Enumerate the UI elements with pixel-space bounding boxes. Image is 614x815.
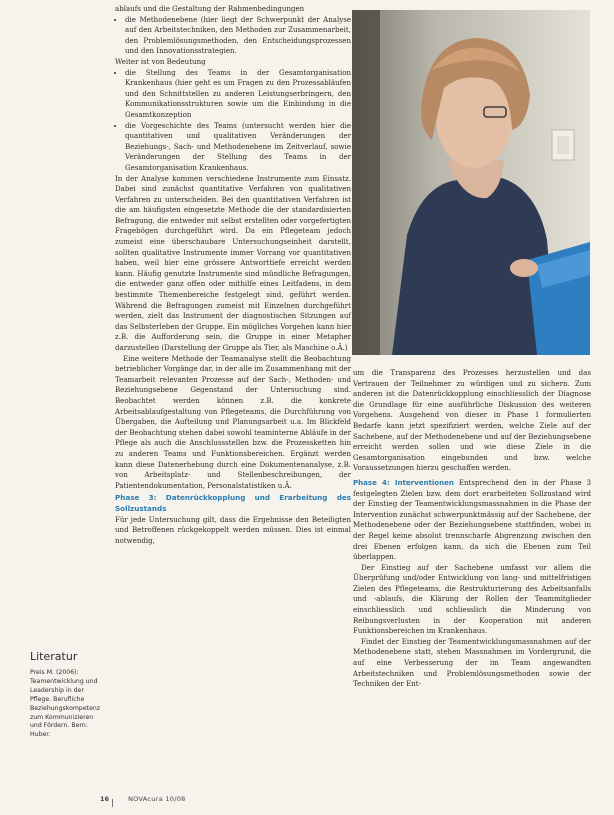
paragraph: Eine weitere Methode der Teamanalyse stellt die Beobachtung betrieblicher Vorgänge dar, in der alle im Zusammenhang mit der Teamarbeit relevanten Prozesse auf der Sach-, Methoden- und Beziehungsebene Gegenstand der Untersuchung sind. Beobachtet werden können z.B. die konkrete Arbeitsablaufgestaltung von Pflegeteams, die Durchführung von Übergaben, die Aufteilung und Planungsarbeit u.a. Im Blickfeld der Beobachtung stehen dabei sowohl teaminterne Abläufe in der Pflege als auch die Anschlussstellen bzw. die Prozessketten hin zu anderen Teams und Funktionsbereichen. Ergänzt werden kann diese Datenerhebung durch eine Dokumentenanalyse, z.B. von Arbeitsplatz- und Stellenbeschreibungen, der Patientendokumentation, Personalstatistiken u.Ä.	[115, 353, 351, 490]
paragraph	[353, 478, 591, 563]
bullet-list	[115, 68, 351, 174]
section-heading: Phase 3: Datenrückkopplung und Erarbeitung des Sollzustands	[115, 493, 351, 513]
literature-reference: Preis M. (2006): Teamentwicklung und Leadership in der Pflege. Berufliche Beziehungskompetenz zum Kommunizieren und Fördern. Bern: Huber.	[30, 669, 101, 739]
paragraph: ablaufs und die Gestaltung der Rahmenbedingungen	[115, 4, 305, 13]
paragraph: Findet der Einstieg der Teamentwicklungsmassnahmen auf der Methodenebene statt, stehen Massnahmen im Vordergrund, die auf eine Verbesserung der im Team angewandten Arbeitstechniken und Problemlösungsmethoden sowie der Techniken der Ent-	[353, 636, 591, 689]
paragraph: Weiter ist von Bedeutung	[115, 56, 206, 66]
article-photo	[352, 10, 590, 355]
article-column-right	[353, 368, 591, 690]
bullet-item: • die Methodenebene (hier liegt der Schwerpunkt der Analyse auf den Arbeitstechniken, den Methoden zur Zusammenarbeit, den Problemlösungsmethoden, den Entscheidungsprozessen und den Innovationsstrategien.	[125, 15, 351, 57]
paragraph: um die Transparenz des Prozesses herzustellen und das Vertrauen der Teilnehmer zu würdigen und zu sichern. Zum anderen ist die Datenrückkopplung einschliesslich der Diagnose die Grundlage für eine ausführliche Diskussion des weiteren Vorgehens. Ausgehend von dieser in Phase 1 formulierten Bedarfe kann jetzt spezifiziert werden, welche Ziele auf der Sachebene, auf der Methodenebene und auf der Beziehungsebene erreicht werden sollen und wie diese Ziele in die Gesamtorganisation eingebunden und bzw. welche Voraussetzungen hierzu geschaffen werden.	[353, 368, 591, 473]
footer-divider	[112, 799, 113, 807]
bullet-item: • die Stellung des Teams in der Gesamtorganisation Krankenhaus (hier geht es um Fragen zu den Prozessabläufen und den Schnittstellen zu anderen Leistungserbringern, den Kommunikationsstrukturen sowie um die Einbindung in die Gesamtkonzeption	[125, 68, 351, 121]
article-column-left	[115, 4, 351, 546]
literature-heading: Literatur	[30, 650, 78, 663]
paragraph: Der Einstieg auf der Sachebene umfasst vor allem die Überprüfung und/oder Entwicklung von lang- und mittelfristigen Zielen des Pflegeteams, die Restrukturierung des Arbeitsanfalls und -ablaufs, die Klärung der Rollen der Teammitglieder einschliesslich und schliesslich die Minderung von Reibungsverlusten in der Kooperation mit anderen Funktionsbereichen im Krankenhaus.	[353, 562, 591, 636]
section-heading: Phase 4: Interventionen	[353, 477, 454, 487]
bullet-item: • die Vorgeschichte des Teams (untersucht werden hier die quantitativen und qualitativen Veränderungen der Beziehungs-, Sach- und Methodenebene im Zeitverlauf, sowie Veränderungen der Stellung des Teams in der Gesamtorganisation Krankenhaus.	[125, 121, 351, 174]
page-number: 16	[100, 795, 110, 803]
page-footer	[100, 795, 360, 807]
paragraph: Für jede Untersuchung gilt, dass die Ergebnisse den Beteiligten und Betroffenen rückgekoppelt werden müssen. Dies ist einmal notwendig,	[115, 514, 351, 545]
journal-name: NOVAcura 10/08	[128, 795, 186, 803]
woman-photo	[352, 10, 590, 355]
literature-sidebar	[30, 650, 102, 740]
paragraph-text: Entsprechend den in der Phase 3 festgelegten Zielen bzw. dem dort erarbeiteten Sollzustand wird der Einstieg der Teamentwicklungsmassnahmen in die Phase der Intervention zunächst schwerpunktmässig auf der Sachebene, der Methodenebene oder der Beziehungsebene stattfinden, wobei in der Regel keine absolut trennscharfe Abgrenzung zwischen den drei Ebenen erfolgen kann, da sich die Ebenen zum Teil überlappen.	[353, 477, 591, 562]
paragraph: In der Analyse kommen verschiedene Instrumente zum Einsatz. Dabei sind zunächst quantitative Verfahren von qualitativen Verfahren zu unterscheiden. Bei den quantitativen Verfahren ist die am häufigsten eingesetzte Methode die der standardisierten Befragung, die entweder mit selbst erstellten oder vorgefertigten Fragebögen durchgeführt wird. Da ein Pflegeteam jedoch zumeist eine überschaubare Untersuchungseinheit darstellt, sollten qualitative Instrumente immer Vorrang vor quantitativen haben, weil hier eine grössere Antworttiefe erreicht werden kann. Häufig genutzte Instrumente sind mündliche Befragungen, die entweder ganz offen oder mithilfe eines Leitfadens, in dem bestimmte Themenbereiche festgelegt sind, geführt werden. Während die Befragungen zumeist mit Einzelnen durchgeführt werden, zielt das Instrument der diagnostischen Sitzungen auf das Selbsterleben der Gruppe. Ein mögliches Vorgehen kann hier z.B. die Aufforderung sein, die Gruppe in einer Metapher darzustellen (Darstellung der Gruppe als Tier, als Maschine o.Ä.)	[115, 173, 351, 352]
bullet-list	[115, 15, 351, 57]
